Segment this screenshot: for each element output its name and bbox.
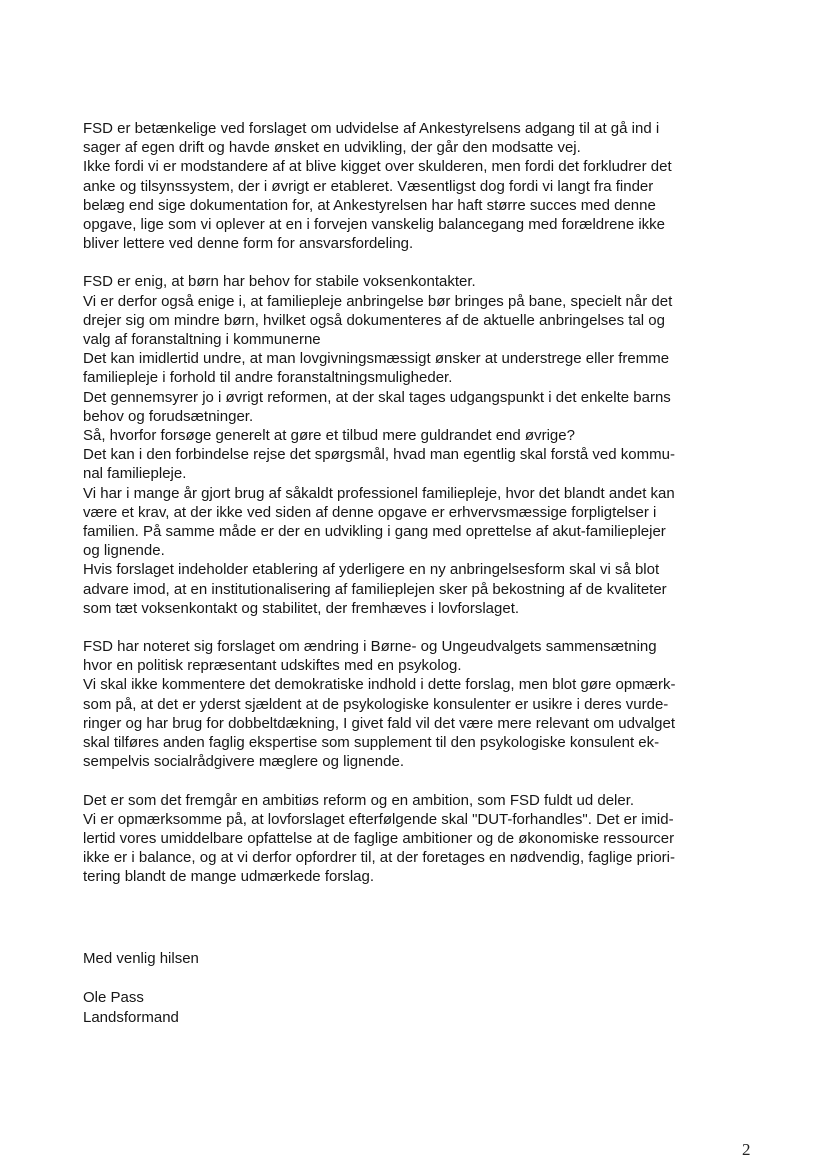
text-line: som på, at det er yderst sjældent at de psykologiske konsulenter er usikre i deres vurde- <box>83 695 669 713</box>
body-paragraph <box>83 272 763 618</box>
text-line: Det gennemsyrer jo i øvrigt reformen, at der skal tages udgangspunkt i det enkelte barns <box>83 388 671 406</box>
text-line: Vi er opmærksomme på, at lovforslaget efterfølgende skal "DUT-forhandles". Det er imid- <box>83 810 674 828</box>
text-line: advare imod, at en institutionalisering af familieplejen sker på bekostning af de kvaliteter <box>83 580 667 598</box>
signature-name: Ole Pass <box>83 989 144 1006</box>
text-line: være et krav, at der ikke ved siden af denne opgave er erhvervsmæssige forpligtelser i <box>83 503 657 521</box>
body-paragraph <box>83 119 763 253</box>
closing-salutation: Med venlig hilsen <box>83 950 199 967</box>
text-line: FSD har noteret sig forslaget om ændring i Børne- og Ungeudvalgets sammensætning <box>83 638 657 656</box>
text-line: skal tilføres anden faglig ekspertise som supplement til den psykologiske konsulent ek- <box>83 734 660 752</box>
text-line: bliver lettere ved denne form for ansvarsfordeling. <box>83 235 414 253</box>
signature-title: Landsformand <box>83 1009 179 1026</box>
text-line: behov og forudsætninger. <box>83 407 254 425</box>
text-line: ringer og har brug for dobbeltdækning, I givet fald vil det være mere relevant om udvalget <box>83 714 675 732</box>
text-line: tering blandt de mange udmærkede forslag. <box>83 868 375 886</box>
text-line: valg af foranstaltning i kommunerne <box>83 331 321 349</box>
text-line: Vi skal ikke kommentere det demokratiske indhold i dette forslag, men blot gøre opmærk- <box>83 676 676 694</box>
letter-body <box>83 119 763 887</box>
body-paragraph <box>83 637 763 771</box>
text-line: lertid vores umiddelbare opfattelse at de faglige ambitioner og de økonomiske ressourcer <box>83 829 675 847</box>
text-line: Det kan imidlertid undre, at man lovgivningsmæssigt ønsker at understrege eller fremme <box>83 350 670 368</box>
text-line: sempelvis socialrådgivere mæglere og lignende. <box>83 753 404 771</box>
text-line: Vi har i mange år gjort brug af såkaldt professionel familiepleje, hvor det blandt andet kan <box>83 484 675 502</box>
text-line: Det er som det fremgår en ambitiøs reform og en ambition, som FSD fuldt ud deler. <box>83 791 635 809</box>
text-line: opgave, lige som vi oplever at en i forvejen vanskelig balancegang med forældrene ikke <box>83 216 666 234</box>
text-line: belæg end sige dokumentation for, at Ankestyrelsen har haft større succes med denne <box>83 196 656 214</box>
text-line: ikke er i balance, og at vi derfor opfordrer til, at der foretages en nødvendig, faglige priori- <box>83 849 675 867</box>
text-line: familien. På samme måde er der en udvikling i gang med oprettelse af akut-familieplejer <box>83 523 666 541</box>
text-line: drejer sig om mindre børn, hvilket også dokumenteres af de aktuelle anbringelses tal og <box>83 311 665 329</box>
text-line: hvor en politisk repræsentant udskiftes med en psykolog. <box>83 657 462 675</box>
text-line: familiepleje i forhold til andre foranstaltningsmuligheder. <box>83 369 453 387</box>
text-line: Vi er derfor også enige i, at familiepleje anbringelse bør bringes på bane, specielt når det <box>83 292 673 310</box>
page-number: 2 <box>742 1140 751 1159</box>
text-line: Så, hvorfor forsøge generelt at gøre et tilbud mere guldrandet end øvrige? <box>83 427 575 445</box>
text-line: sager af egen drift og havde ønsket en udvikling, der går den modsatte vej. <box>83 139 581 157</box>
text-line: Ikke fordi vi er modstandere af at blive kigget over skulderen, men fordi det forkludrer det <box>83 158 672 176</box>
text-line: Det kan i den forbindelse rejse det spørgsmål, hvad man egentlig skal forstå ved kommu- <box>83 446 675 464</box>
text-line: FSD er betænkelige ved forslaget om udvidelse af Ankestyrelsens adgang til at gå ind i <box>83 120 660 137</box>
text-line: anke og tilsynssystem, der i øvrigt er etableret. Væsentligst dog fordi vi langt fra finder <box>83 177 654 195</box>
text-line: FSD er enig, at børn har behov for stabile voksenkontakter. <box>83 273 476 291</box>
text-line: og lignende. <box>83 542 165 560</box>
text-line: som tæt voksenkontakt og stabilitet, der fremhæves i lovforslaget. <box>83 599 520 617</box>
body-paragraph <box>83 791 763 887</box>
text-line: nal familiepleje. <box>83 465 187 483</box>
text-line: Hvis forslaget indeholder etablering af yderligere en ny anbringelsesform skal vi så blot <box>83 561 660 579</box>
